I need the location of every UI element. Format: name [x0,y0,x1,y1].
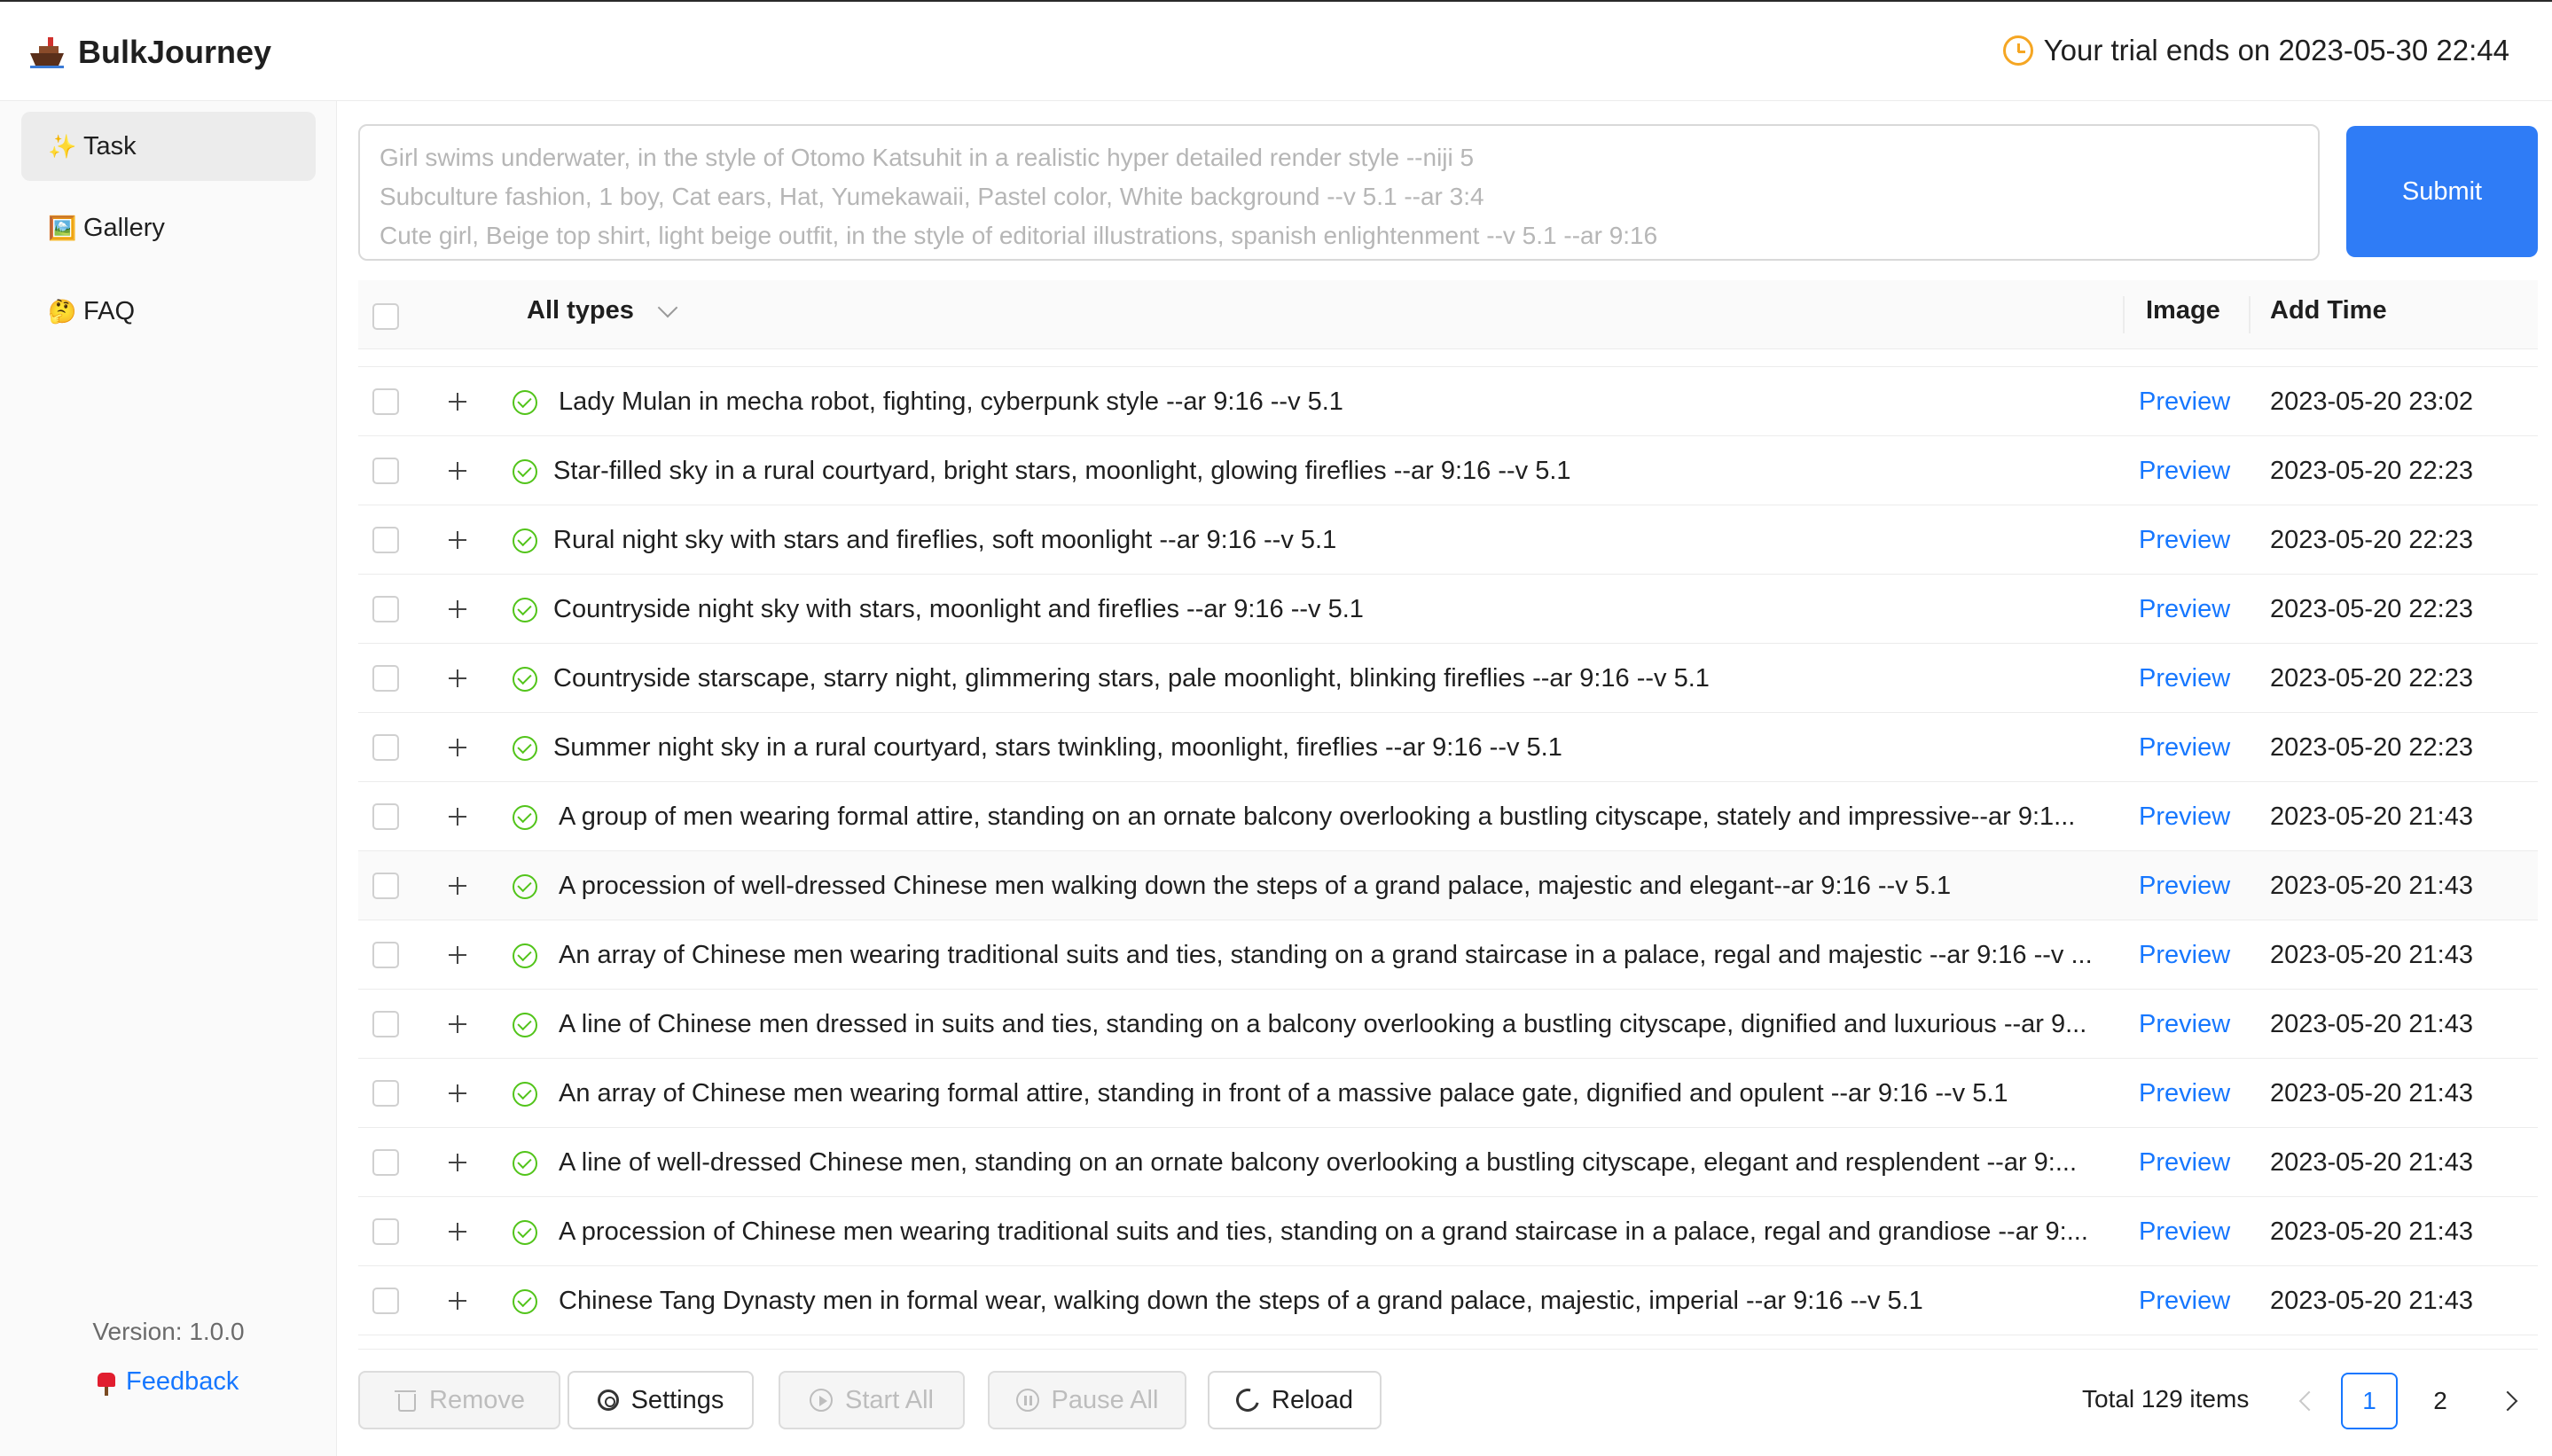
row-prompt: A group of men wearing formal attire, standing on an ornate balcony overlooking a bustling cityscape, stately and impressive--ar 9:1... [559,802,2076,831]
picture-icon: 🖼️ [48,214,77,241]
expand-plus-icon[interactable] [447,1290,468,1311]
brand [28,32,271,73]
table-header [358,280,2538,349]
sparkles-icon: ✨ [48,132,77,160]
row-checkbox[interactable] [372,1149,399,1176]
column-header-add-time: Add Time [2270,296,2387,325]
row-prompt: An array of Chinese men wearing traditional suits and ties, standing on a grand staircase in a palace, regal and majestic --ar 9:16 --v ... [559,941,2093,969]
feedback-label: Feedback [126,1367,239,1396]
feedback-link[interactable] [96,1367,239,1397]
type-filter-dropdown[interactable] [527,296,675,325]
row-add-time: 2023-05-20 21:43 [2270,1287,2473,1315]
preview-link[interactable]: Preview [2139,802,2231,831]
gear-icon [598,1389,619,1411]
check-circle-icon [513,1289,537,1314]
placeholder-line: Subculture fashion, 1 boy, Cat ears, Hat, Yumekawaii, Pastel color, White background --v 5.1 --ar 3:4 [380,183,1484,210]
chevron-left-icon[interactable] [2288,1383,2323,1419]
expand-plus-icon[interactable] [447,1083,468,1104]
sidebar-item-faq[interactable] [21,277,316,346]
preview-link[interactable]: Preview [2139,526,2231,554]
reload-button[interactable] [1208,1371,1382,1429]
sidebar-item-label: FAQ [83,296,136,325]
placeholder-line: Girl swims underwater, in the style of Otomo Katsuhit in a realistic hyper detailed render style --niji 5 [380,144,1475,171]
check-circle-icon [513,736,537,761]
sidebar-item-label: Task [83,131,137,160]
row-add-time: 2023-05-20 21:43 [2270,1010,2473,1038]
row-prompt: Countryside night sky with stars, moonlight and fireflies --ar 9:16 --v 5.1 [553,595,1364,623]
check-circle-icon [513,1220,537,1245]
row-add-time: 2023-05-20 22:23 [2270,733,2473,762]
start-all-label: Start All [845,1385,934,1414]
table-row [358,990,2538,1059]
preview-link[interactable]: Preview [2139,1079,2231,1108]
column-header-image: Image [2146,296,2220,325]
row-checkbox[interactable] [372,1080,399,1107]
app-name: BulkJourney [78,34,272,70]
total-items: Total 129 items [2082,1385,2250,1413]
preview-link[interactable]: Preview [2139,872,2231,900]
check-circle-icon [513,1013,537,1037]
mailbox-icon [96,1369,117,1396]
row-checkbox[interactable] [372,665,399,692]
row-checkbox[interactable] [372,388,399,415]
preview-link[interactable]: Preview [2139,1148,2231,1177]
table-row [358,575,2538,644]
expand-plus-icon[interactable] [447,668,468,689]
expand-plus-icon[interactable] [447,944,468,966]
chevron-down-icon [658,297,678,317]
table-row [358,1197,2538,1266]
task-table [358,280,2538,1350]
type-filter-label: All types [527,296,634,325]
preview-link[interactable]: Preview [2139,1217,2231,1246]
pause-circle-icon [1016,1389,1039,1412]
row-prompt: Countryside starscape, starry night, glimmering stars, pale moonlight, blinking fireflies --ar 9:16 --v 5.1 [553,664,1710,693]
row-add-time: 2023-05-20 23:02 [2270,387,2473,416]
select-all-checkbox[interactable] [372,303,399,330]
row-prompt: A procession of well-dressed Chinese men walking down the steps of a grand palace, majestic and elegant--ar 9:16 --v 5.1 [559,872,1952,900]
row-add-time: 2023-05-20 22:23 [2270,595,2473,623]
table-row [358,644,2538,713]
expand-plus-icon[interactable] [447,1221,468,1242]
preview-link[interactable]: Preview [2139,941,2231,969]
row-prompt: Summer night sky in a rural courtyard, stars twinkling, moonlight, fireflies --ar 9:16 --v 5.1 [553,733,1562,762]
pause-all-button[interactable] [988,1371,1186,1429]
row-checkbox[interactable] [372,734,399,761]
row-prompt: An array of Chinese men wearing formal attire, standing in front of a massive palace gate, dignified and opulent --ar 9:16 --v 5.1 [559,1079,2008,1108]
row-add-time: 2023-05-20 22:23 [2270,526,2473,554]
row-checkbox[interactable] [372,1011,399,1037]
row-checkbox[interactable] [372,942,399,968]
sidebar-item-gallery[interactable] [21,193,316,262]
row-checkbox[interactable] [372,527,399,553]
row-checkbox[interactable] [372,873,399,899]
row-prompt: Star-filled sky in a rural courtyard, bright stars, moonlight, glowing fireflies --ar 9:16 --v 5.1 [553,457,1571,485]
expand-plus-icon[interactable] [447,1014,468,1035]
trial-text: Your trial ends on 2023-05-30 22:44 [2043,34,2509,67]
check-circle-icon [513,528,537,553]
settings-label: Settings [630,1385,724,1414]
check-circle-icon [513,805,537,830]
row-prompt: Lady Mulan in mecha robot, fighting, cyberpunk style --ar 9:16 --v 5.1 [559,387,1343,416]
settings-button[interactable] [568,1371,754,1429]
table-row [358,920,2538,990]
sidebar-item-task[interactable] [21,112,316,181]
preview-link[interactable]: Preview [2139,733,2231,762]
row-checkbox[interactable] [372,596,399,622]
row-add-time: 2023-05-20 21:43 [2270,872,2473,900]
check-circle-icon [513,874,537,899]
expand-plus-icon[interactable] [447,806,468,827]
prompt-input[interactable] [358,124,2320,261]
row-prompt: Chinese Tang Dynasty men in formal wear, walking down the steps of a grand palace, majestic, imperial --ar 9:16 --v 5.1 [559,1287,1923,1315]
expand-plus-icon[interactable] [447,599,468,620]
ship-icon [28,34,66,71]
preview-link[interactable]: Preview [2139,664,2231,693]
check-circle-icon [513,667,537,692]
row-add-time: 2023-05-20 21:43 [2270,941,2473,969]
table-row [358,713,2538,782]
clock-icon [2003,35,2033,66]
row-add-time: 2023-05-20 21:43 [2270,1148,2473,1177]
table-row [358,1128,2538,1197]
row-prompt: A procession of Chinese men wearing traditional suits and ties, standing on a grand staircase in a palace, regal and grandiose --ar 9:... [559,1217,2088,1246]
table-row [358,505,2538,575]
row-add-time: 2023-05-20 22:23 [2270,664,2473,693]
row-add-time: 2023-05-20 21:43 [2270,1217,2473,1246]
preview-link[interactable]: Preview [2139,1287,2231,1315]
pause-all-label: Pause All [1051,1385,1159,1414]
preview-link[interactable]: Preview [2139,457,2231,485]
expand-plus-icon[interactable] [447,737,468,758]
expand-plus-icon[interactable] [447,391,468,412]
sidebar-item-label: Gallery [83,213,165,242]
row-prompt: Rural night sky with stars and fireflies, soft moonlight --ar 9:16 --v 5.1 [553,526,1337,554]
reload-icon [1232,1384,1264,1416]
trash-icon [394,1389,417,1412]
check-circle-icon [513,459,537,484]
check-circle-icon [513,1151,537,1176]
expand-plus-icon[interactable] [447,1152,468,1173]
check-circle-icon [513,598,537,622]
page-2[interactable]: 2 [2433,1387,2447,1414]
version-label: Version: 1.0.0 [92,1318,245,1345]
expand-plus-icon[interactable] [447,529,468,551]
placeholder-line: Cute girl, Beige top shirt, light beige outfit, in the style of editorial illustrations, spanish enlightenment --v 5.1 --ar 9:16 [380,222,1658,249]
table-row [358,1266,2538,1335]
preview-link[interactable]: Preview [2139,387,2231,416]
expand-plus-icon[interactable] [447,460,468,481]
check-circle-icon [513,943,537,968]
submit-button[interactable]: Submit [2346,126,2538,257]
start-all-button[interactable] [779,1371,965,1429]
play-circle-icon [810,1389,833,1412]
row-checkbox[interactable] [372,458,399,484]
table-row [358,782,2538,851]
row-checkbox[interactable] [372,1288,399,1314]
preview-link[interactable]: Preview [2139,595,2231,623]
row-prompt: A line of well-dressed Chinese men, standing on an ornate balcony overlooking a bustling cityscape, elegant and resplendent --ar 9:... [559,1148,2078,1177]
row-prompt: A line of Chinese men dressed in suits and ties, standing on a balcony overlooking a bustling cityscape, dignified and luxurious --ar 9... [559,1010,2087,1038]
expand-plus-icon[interactable] [447,875,468,896]
chevron-right-icon[interactable] [2493,1383,2529,1419]
check-circle-icon [513,1082,537,1107]
table-row [358,436,2538,505]
column-divider [2123,296,2125,333]
column-divider [2249,296,2251,333]
row-add-time: 2023-05-20 22:23 [2270,457,2473,485]
page-1[interactable]: 1 [2341,1373,2398,1429]
row-add-time: 2023-05-20 21:43 [2270,1079,2473,1108]
table-row [358,367,2538,436]
row-checkbox[interactable] [372,803,399,830]
thinking-face-icon: 🤔 [48,297,77,325]
reload-label: Reload [1272,1385,1353,1414]
trial-notice [2003,34,2509,67]
table-row [358,1059,2538,1128]
sidebar [0,101,337,1456]
top-bar [0,0,2552,101]
table-row [358,851,2538,920]
preview-link[interactable]: Preview [2139,1010,2231,1038]
remove-button[interactable] [358,1371,560,1429]
remove-label: Remove [429,1385,525,1414]
row-checkbox[interactable] [372,1218,399,1245]
table-body [358,337,2538,1335]
check-circle-icon [513,390,537,415]
row-add-time: 2023-05-20 21:43 [2270,802,2473,831]
